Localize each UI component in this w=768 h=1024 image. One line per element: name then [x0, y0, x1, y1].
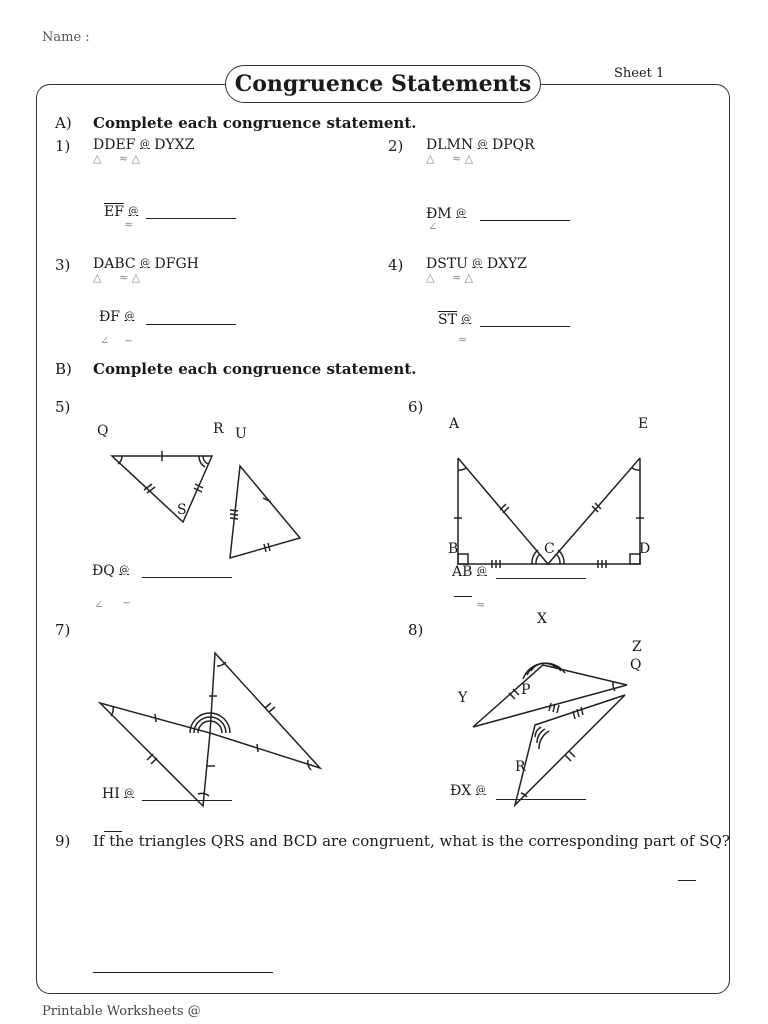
problem-1-rhs: DYXZ [154, 137, 195, 153]
vertex-label-b: B [448, 541, 459, 557]
vertex-label-p: P [521, 682, 531, 698]
answer-blank-8[interactable] [496, 799, 586, 800]
answer-blank-9[interactable] [93, 972, 273, 973]
problem-7-part [102, 786, 134, 802]
problem-1-part [104, 204, 138, 220]
angle-icon: ∠ [94, 598, 104, 611]
triangle-icon: △ [131, 152, 141, 165]
problem-8-number: 8) [408, 621, 424, 639]
approx-icon: ≈ [118, 271, 129, 284]
congruent-symbol: @ [119, 565, 130, 576]
triangle-symbol-row [426, 271, 473, 284]
problem-4-statement [426, 256, 527, 272]
approx-icon: ≈ [118, 152, 129, 165]
problem-4-lhs: DSTU [426, 256, 468, 272]
vertex-label-r: R [515, 759, 526, 775]
approx-icon: ≈ [451, 271, 462, 284]
problem-4-number: 4) [388, 256, 404, 274]
answer-blank-3[interactable] [146, 324, 236, 325]
problem-3-lhs: DABC [93, 256, 136, 272]
vertex-label-s: S [177, 502, 187, 518]
problem-4-part [438, 312, 471, 328]
triangle-symbol-row [93, 152, 140, 165]
problem-3-statement [93, 256, 199, 272]
problem-9-text: If the triangles QRS and BCD are congruent, what is the corresponding part of SQ? [93, 832, 730, 850]
approx-icon: ≈ [124, 218, 134, 231]
overbar-mark [678, 880, 696, 881]
answer-blank-2[interactable] [480, 220, 570, 221]
section-a-instruction: Complete each congruence statement. [93, 114, 417, 132]
problem-3-part [99, 309, 134, 325]
congruent-symbol: @ [476, 566, 487, 577]
congruent-symbol: @ [128, 206, 139, 217]
triangle-icon: △ [464, 152, 474, 165]
problem-7-segment: HI [102, 786, 120, 802]
congruent-symbol: @ [124, 311, 135, 322]
problem-5-number: 5) [55, 398, 71, 416]
vertex-label-u: U [235, 426, 247, 442]
section-a-letter: A) [55, 114, 72, 132]
problem-8-figure [465, 655, 635, 815]
vertex-label-q: Q [630, 657, 642, 673]
angle-icon: ∠ [428, 220, 438, 233]
problem-2-lhs: DLMN [426, 137, 474, 153]
congruent-symbol: @ [124, 788, 135, 799]
answer-blank-7[interactable] [142, 800, 232, 801]
name-label: Name : [42, 30, 90, 45]
congruent-symbol: @ [456, 208, 467, 219]
vertex-label-c: C [544, 541, 555, 557]
tilde-icon: ~ [122, 596, 132, 609]
vertex-label-d: D [639, 541, 651, 557]
triangle-icon: △ [426, 152, 435, 165]
approx-icon: ≈ [476, 598, 486, 611]
triangle-icon: △ [426, 271, 435, 284]
answer-blank-4[interactable] [480, 326, 570, 327]
vertex-label-e: E [638, 416, 649, 432]
triangle-icon: △ [93, 271, 102, 284]
tilde-icon: ~ [124, 334, 134, 347]
answer-blank-5[interactable] [142, 577, 232, 578]
angle-icon: ∠ [100, 334, 110, 347]
vertex-label-a: A [449, 416, 460, 432]
vertex-label-y: Y [458, 690, 468, 706]
triangle-icon: △ [464, 271, 474, 284]
approx-icon: ≈ [458, 333, 468, 346]
triangle-icon: △ [93, 152, 102, 165]
problem-1-lhs: DDEF [93, 137, 136, 153]
problem-2-statement [426, 137, 535, 153]
footer-text: Printable Worksheets @ [42, 1004, 201, 1019]
problem-8-angle: ĐX [450, 783, 472, 799]
vertex-label-r: R [213, 421, 224, 437]
vertex-label-q: Q [97, 423, 109, 439]
problem-1-statement [93, 137, 194, 153]
vertex-label-x: X [537, 611, 547, 627]
problem-1-number: 1) [55, 137, 71, 155]
problem-5-part [92, 563, 129, 579]
problem-6-segment: AB [452, 564, 473, 580]
problem-6-figure [450, 450, 650, 570]
overbar-mark [454, 596, 472, 597]
congruent-symbol: @ [139, 139, 150, 150]
triangle-uvw [230, 466, 300, 558]
section-b-instruction: Complete each congruence statement. [93, 360, 417, 378]
congruent-symbol: @ [461, 314, 472, 325]
problem-2-angle: ĐM [426, 206, 452, 222]
problem-6-part [452, 564, 487, 580]
problem-4-segment: $\overline{ST}$ [438, 312, 457, 328]
problem-3-rhs: DFGH [154, 256, 199, 272]
sheet-number: Sheet 1 [614, 66, 665, 81]
answer-blank-1[interactable] [146, 218, 236, 219]
answer-blank-6[interactable] [496, 578, 586, 579]
section-b-letter: B) [55, 360, 72, 378]
congruent-symbol: @ [475, 785, 486, 796]
problem-7-number: 7) [55, 621, 71, 639]
problem-9-number: 9) [55, 832, 71, 850]
vertex-label-z: Z [632, 639, 642, 655]
problem-6-number: 6) [408, 398, 424, 416]
overbar-mark [104, 831, 122, 832]
page-title: Congruence Statements [225, 65, 541, 103]
problem-3-angle: ĐF [99, 309, 121, 325]
problem-1-segment: $\overline{EF}$ [104, 204, 124, 220]
problem-5-angle: ĐQ [92, 563, 115, 579]
problem-4-rhs: DXYZ [486, 256, 528, 272]
congruent-symbol: @ [140, 258, 151, 269]
problem-2-rhs: DPQR [492, 137, 535, 153]
triangle-symbol-row [93, 271, 140, 284]
congruent-symbol: @ [477, 139, 488, 150]
congruent-symbol: @ [472, 258, 483, 269]
approx-icon: ≈ [451, 152, 462, 165]
problem-3-number: 3) [55, 256, 71, 274]
triangle-symbol-row [426, 152, 473, 165]
triangle-icon: △ [131, 271, 141, 284]
problem-2-number: 2) [388, 137, 404, 155]
problem-8-part [450, 783, 486, 799]
problem-5-figure [100, 440, 310, 570]
